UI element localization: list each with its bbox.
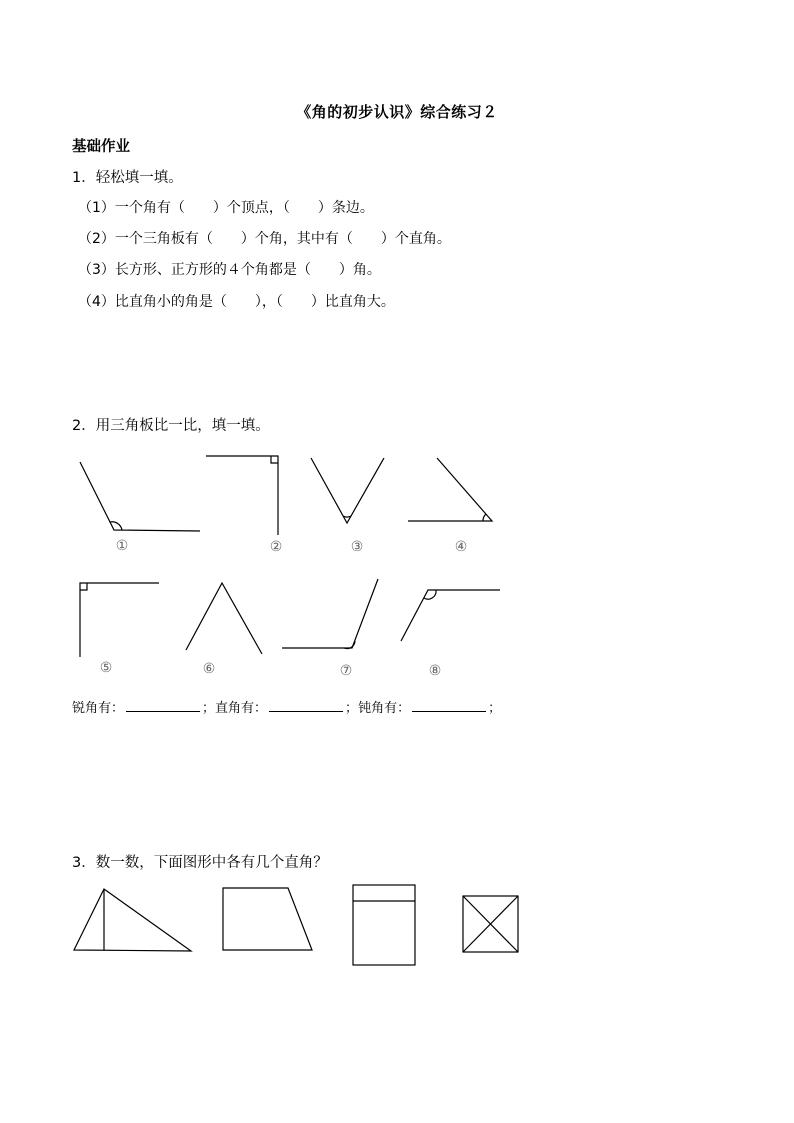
shape-rectangle: [353, 885, 415, 965]
shape-right-triangle: [74, 889, 191, 951]
angle-figure-1: [80, 462, 200, 531]
angle-figure-5: [80, 583, 159, 657]
separator: ；: [488, 701, 502, 716]
angle-figure-4: [408, 458, 492, 521]
q2-answer-line: [72, 697, 501, 716]
angle-figure-8: [401, 590, 500, 641]
figure-label-4: ④: [454, 539, 468, 555]
right-answer-blank[interactable]: [269, 700, 343, 712]
q1-heading: 1．轻松填一填。: [72, 170, 183, 186]
obtuse-label: 钝角有：: [358, 701, 411, 716]
q2-heading: 2．用三角板比一比，填一填。: [72, 418, 270, 434]
right-label: 直角有：: [215, 701, 268, 716]
shape-square-with-diagonals: [463, 896, 518, 952]
figure-label-1: ①: [115, 538, 129, 554]
figure-label-7: ⑦: [339, 663, 353, 679]
angle-figure-6: [186, 583, 262, 654]
angle-figure-2: [206, 456, 278, 535]
angle-figure-3: [311, 458, 384, 523]
q1-item-4: （4）比直角小的角是（ ），（ ）比直角大。: [78, 294, 395, 310]
separator: ；: [345, 701, 359, 716]
figure-label-3: ③: [350, 539, 364, 555]
page-title: 《角的初步认识》综合练习２: [296, 103, 498, 121]
q1-item-2: （2）一个三角板有（ ）个角，其中有（ ）个直角。: [78, 231, 451, 247]
acute-label: 锐角有：: [72, 701, 125, 716]
q1-item-1: （1）一个角有（ ）个顶点，（ ）条边。: [78, 200, 374, 216]
figure-label-2: ②: [269, 539, 283, 555]
figure-label-6: ⑥: [202, 661, 216, 677]
separator: ；: [202, 701, 216, 716]
shape-trapezoid: [223, 888, 312, 950]
figure-label-5: ⑤: [99, 660, 113, 676]
q3-heading: 3．数一数，下面图形中各有几个直角？: [72, 855, 328, 871]
section-heading: 基础作业: [72, 139, 130, 155]
obtuse-answer-blank[interactable]: [412, 700, 486, 712]
figure-label-8: ⑧: [428, 663, 442, 679]
q1-item-3: （3）长方形、正方形的４个角都是（ ）角。: [78, 262, 381, 278]
angle-figure-7: [282, 579, 378, 649]
acute-answer-blank[interactable]: [126, 700, 200, 712]
